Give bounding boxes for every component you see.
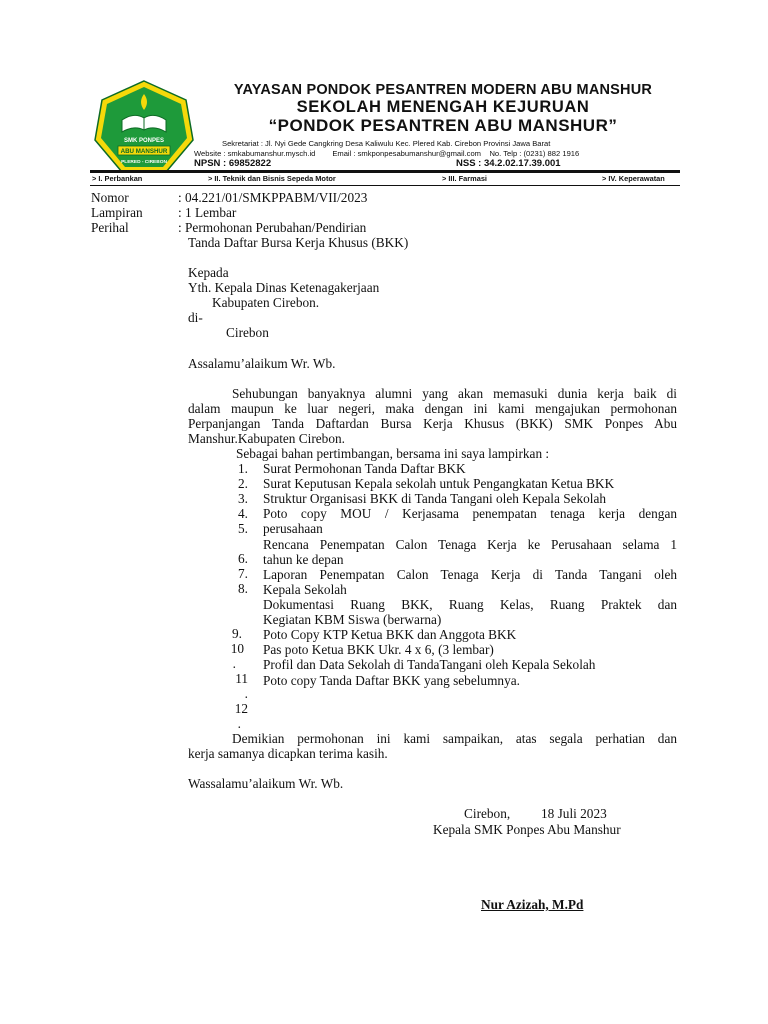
list-item: Dokumentasi Ruang BKK, Ruang Kelas, Ruang Praktek dan	[263, 597, 677, 612]
list-number: .	[237, 716, 241, 731]
website-text: Website : smkabumanshur.mysch.id	[194, 149, 316, 158]
list-number: 3.	[238, 491, 248, 506]
list-number: 7.	[238, 566, 248, 581]
phone-text: No. Telp : (0231) 882 1916	[489, 149, 580, 158]
major-item: > II. Teknik dan Bisnis Sepeda Motor	[208, 174, 336, 183]
list-item: tahun ke depan	[263, 552, 344, 567]
signature-name: Nur Azizah, M.Pd	[481, 897, 584, 912]
lampiran-value: : 1 Lembar	[178, 205, 237, 220]
paragraph-line: Manshur.Kabupaten Cirebon.	[188, 431, 345, 446]
list-item: perusahaan	[263, 521, 323, 536]
letterhead-rule	[90, 170, 680, 173]
list-number: 5.	[238, 521, 248, 536]
npsn-text: NPSN : 69852822	[194, 158, 272, 169]
list-item: Kegiatan KBM Siswa (berwarna)	[263, 612, 442, 627]
letterhead-rule-bottom	[90, 185, 680, 186]
paragraph-line: Perpanjangan Tanda Daftardan Bursa Kerja Khusus (BKK) SMK Ponpes Abu	[188, 416, 677, 431]
school-type: SEKOLAH MENENGAH KEJURUAN	[296, 98, 590, 116]
major-item: > I. Perbankan	[92, 174, 143, 183]
recipient-city: Cirebon	[226, 325, 269, 340]
recipient-yth: Yth. Kepala Dinas Ketenagakerjaan	[188, 280, 380, 295]
list-number: 4.	[238, 506, 248, 521]
closing-line: Demikian permohonan ini kami sampaikan, atas segala perhatian dan	[232, 731, 677, 746]
list-number: 2.	[238, 476, 248, 491]
list-item: Struktur Organisasi BKK di Tanda Tangani oleh Kepala Sekolah	[263, 491, 607, 506]
list-number: 8.	[238, 581, 248, 596]
list-item: Pas poto Ketua BKK Ukr. 4 x 6, (3 lembar)	[263, 642, 494, 657]
major-item: > III. Farmasi	[442, 174, 487, 183]
majors-bar	[90, 174, 680, 184]
list-number: 9.	[232, 626, 242, 641]
perihal-label: Perihal	[91, 220, 129, 235]
nomor-value: : 04.221/01/SMKPPABM/VII/2023	[178, 190, 368, 205]
closing-line: kerja samanya dicapkan terima kasih.	[188, 746, 388, 761]
email-text: Email : smkponpesabumanshur@gmail.com	[332, 149, 481, 158]
school-emblem-icon	[94, 80, 194, 174]
recipient-di: di-	[188, 310, 203, 325]
list-number: 1.	[238, 461, 248, 476]
list-item: Rencana Penempatan Calon Tenaga Kerja ke Perusahaan selama 1	[263, 537, 677, 552]
signature-place: Cirebon,	[464, 806, 511, 821]
signature-title: Kepala SMK Ponpes Abu Manshur	[433, 822, 621, 837]
paragraph-line: dalam maupun ke luar negeri, maka dengan ini kami mengajukan permohonan	[188, 401, 677, 416]
emblem-ribbon-text: ABU MANSHUR	[120, 148, 168, 155]
major-item: > IV. Keperawatan	[602, 174, 665, 183]
secretariat-address: Sekretariat : Jl. Nyi Gede Cangkring Desa Kaliwulu Kec. Plered Kab. Cirebon Provinsi Jawa Barat	[222, 139, 551, 148]
letterhead	[90, 78, 680, 183]
emblem-text-top: SMK PONPES	[123, 138, 165, 144]
attachments-intro: Sebagai bahan pertimbangan, bersama ini saya lampirkan :	[236, 446, 550, 461]
greeting: Assalamu’alaikum Wr. Wb.	[188, 356, 336, 371]
list-item: Poto copy Tanda Daftar BKK yang sebelumnya.	[263, 673, 520, 688]
list-number: 6.	[238, 551, 248, 566]
list-number: 12	[234, 701, 248, 716]
list-item: Surat Permohonan Tanda Daftar BKK	[263, 461, 466, 476]
paragraph-line: Sehubungan banyaknya alumni yang akan memasuki dunia kerja baik di	[232, 386, 677, 401]
letterhead-titles	[208, 82, 678, 135]
list-item: Surat Keputusan Kepala sekolah untuk Pengangkatan Ketua BKK	[263, 476, 615, 491]
nomor-label: Nomor	[91, 190, 129, 205]
closing-greeting: Wassalamu’alaikum Wr. Wb.	[188, 776, 344, 791]
recipient-kepada: Kepada	[188, 265, 229, 280]
list-item: Poto Copy KTP Ketua BKK dan Anggota BKK	[263, 627, 517, 642]
school-name: “PONDOK PESANTREN ABU MANSHUR”	[268, 116, 618, 135]
list-number: .	[244, 686, 248, 701]
list-number: 10	[230, 641, 244, 656]
foundation-name: YAYASAN PONDOK PESANTREN MODERN ABU MANSHUR	[233, 82, 653, 98]
lampiran-label: Lampiran	[91, 205, 143, 220]
list-item: Profil dan Data Sekolah di TandaTangani oleh Kepala Sekolah	[263, 657, 596, 672]
recipient-kabupaten: Kabupaten Cirebon.	[212, 295, 320, 310]
perihal-value-cont: Tanda Daftar Bursa Kerja Khusus (BKK)	[188, 235, 409, 250]
emblem-text-bottom: PLERED - CIREBON	[121, 160, 167, 165]
list-number: 11	[235, 671, 248, 686]
perihal-value: : Permohonan Perubahan/Pendirian	[178, 220, 367, 235]
list-item: Kepala Sekolah	[263, 582, 347, 597]
list-item: Poto copy MOU / Kerjasama penempatan tenaga kerja dengan	[263, 506, 677, 521]
nss-text: NSS : 34.2.02.17.39.001	[456, 158, 561, 169]
list-number: .	[232, 656, 236, 671]
signature-date: 18 Juli 2023	[541, 806, 607, 821]
list-item: Laporan Penempatan Calon Tenaga Kerja di Tanda Tangani oleh	[263, 567, 677, 582]
